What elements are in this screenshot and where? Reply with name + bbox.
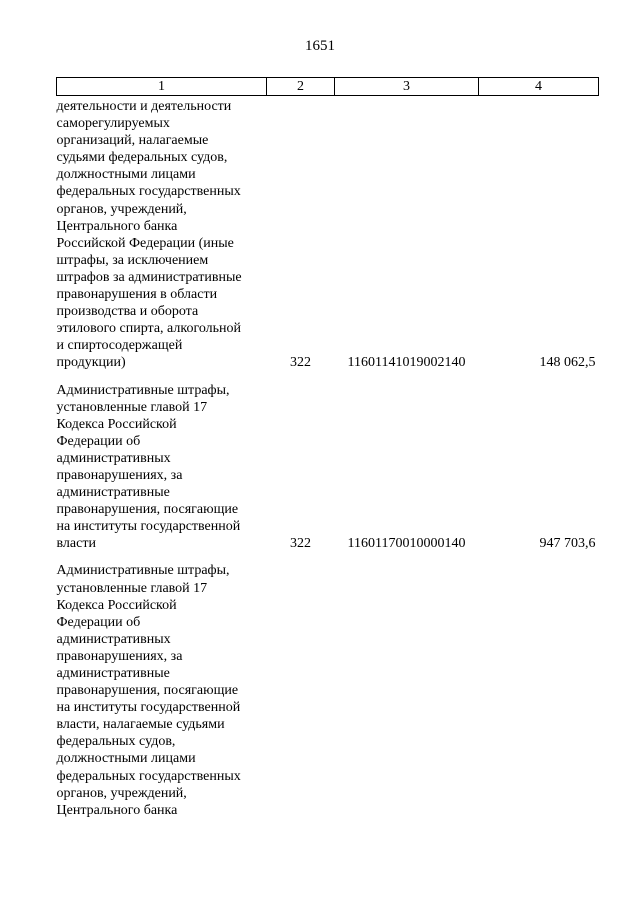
description-line: продукции) (56, 355, 126, 371)
amount-cell (479, 562, 599, 818)
description-line: судьями федеральных судов, (56, 150, 228, 166)
table-row (57, 96, 599, 372)
description-line: и спиртосодержащей (56, 338, 183, 354)
description-line: деятельности и деятельности (56, 99, 232, 114)
description-line: Российской Федерации (иные (56, 235, 234, 251)
column-header: 1 (57, 78, 267, 96)
admin-code-cell: 322 (290, 536, 311, 552)
description-line: должностными лицами (56, 751, 196, 767)
description-line: организаций, налагаемые (56, 133, 209, 149)
description-line: правонарушения, посягающие (56, 502, 239, 518)
description-line: правонарушениях, за (56, 467, 183, 483)
description-line: правонарушения в области (56, 287, 218, 303)
description-line: федеральных судов, (56, 734, 176, 750)
description-line: Кодекса Российской (56, 416, 177, 432)
table-header-row (57, 78, 599, 96)
description-line: Федерации об (56, 433, 141, 449)
description-line: административные (56, 485, 170, 501)
column-header: 3 (335, 78, 479, 96)
description-line: органов, учреждений, (56, 785, 187, 801)
description-line: Административные штрафы, (56, 563, 230, 579)
table-row (57, 382, 599, 553)
row-description (57, 382, 267, 553)
budget-table (56, 77, 599, 819)
description-line: производства и оборота (56, 304, 199, 320)
description-line: федеральных государственных (56, 184, 241, 200)
description-line: должностными лицами (56, 167, 196, 183)
table-row (57, 562, 599, 818)
description-line: Центрального банка (56, 802, 178, 818)
page-number: 1651 (305, 38, 335, 54)
row-description (57, 562, 267, 818)
description-line: на институты государственной (56, 700, 241, 716)
column-header: 4 (479, 78, 599, 96)
budget-code-cell: 11601170010000140 (347, 536, 466, 552)
admin-code-cell: 322 (290, 355, 311, 371)
amount-cell: 947 703,6 (539, 536, 596, 552)
description-line: власти (56, 536, 96, 552)
column-header: 2 (267, 78, 335, 96)
description-line: правонарушениях, за (56, 648, 183, 664)
description-line: Административные штрафы, (56, 382, 230, 398)
description-line: штрафы, за исключением (56, 252, 209, 268)
description-line: этилового спирта, алкогольной (56, 321, 242, 337)
description-line: административных (56, 450, 171, 466)
description-line: штрафов за административные (56, 269, 242, 285)
description-line: Центрального банка (56, 218, 178, 234)
description-line: федеральных государственных (56, 768, 241, 784)
budget-code-cell: 11601141019002140 (347, 355, 466, 371)
description-line: органов, учреждений, (56, 201, 187, 217)
admin-code-cell (267, 562, 335, 818)
row-description (57, 96, 267, 372)
amount-cell: 148 062,5 (539, 355, 596, 371)
description-line: на институты государственной (56, 519, 241, 535)
description-line: установленные главой 17 (56, 580, 208, 596)
description-line: административных (56, 631, 171, 647)
description-line: правонарушения, посягающие (56, 683, 239, 699)
description-line: саморегулируемых (56, 116, 170, 132)
description-line: Кодекса Российской (56, 597, 177, 613)
budget-code-cell (335, 562, 479, 818)
description-line: административные (56, 666, 170, 681)
description-line: установленные главой 17 (56, 399, 208, 415)
description-line: власти, налагаемые судьями (56, 717, 225, 733)
description-line: Федерации об (56, 614, 141, 630)
